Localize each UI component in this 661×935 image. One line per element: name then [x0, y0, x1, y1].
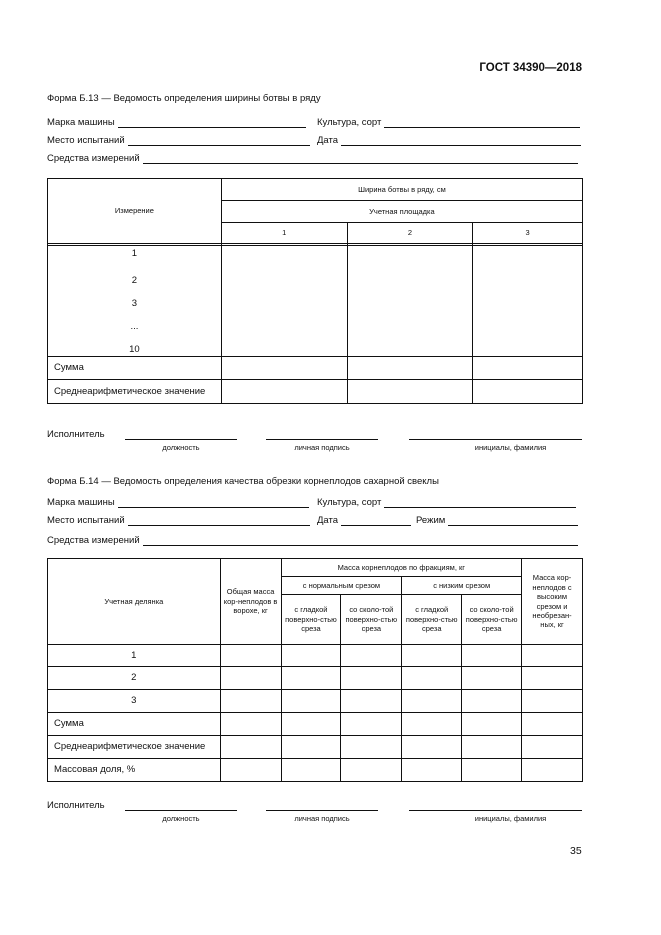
- data-cell[interactable]: [347, 380, 473, 404]
- smooth-header: с гладкой поверхно-стью среза: [402, 595, 462, 645]
- form14-mode-field: [416, 515, 578, 526]
- row-label: 3: [48, 690, 221, 713]
- label: Режим: [416, 515, 446, 526]
- data-cell[interactable]: [281, 645, 341, 667]
- row-label: ...: [130, 321, 139, 332]
- form13-title: Форма Б.13 — Ведомость определения ширины ботвы в ряду: [47, 93, 321, 104]
- data-cell[interactable]: [462, 736, 522, 759]
- mode-blank[interactable]: [448, 515, 578, 526]
- plot-col-3: 3: [473, 223, 583, 244]
- data-cell[interactable]: [341, 759, 402, 782]
- executor-label: Исполнитель: [47, 429, 105, 440]
- form13-place-field: [47, 135, 310, 146]
- data-cell[interactable]: [402, 690, 462, 713]
- total-mass-header: Общая масса кор-неплодов в ворохе, кг: [220, 559, 281, 645]
- label: Средства измерений: [47, 535, 140, 546]
- data-cell[interactable]: [220, 645, 281, 667]
- data-cell[interactable]: [341, 645, 402, 667]
- data-cell[interactable]: [220, 667, 281, 690]
- standard-number: ГОСТ 34390—2018: [479, 62, 582, 74]
- plot-header: Учетная площадка: [221, 201, 582, 223]
- data-cell[interactable]: [402, 713, 462, 736]
- data-cell[interactable]: [473, 357, 583, 380]
- form13-instruments-field: [47, 153, 578, 164]
- data-cell[interactable]: [341, 736, 402, 759]
- data-cell[interactable]: [473, 380, 583, 404]
- data-cell[interactable]: [220, 759, 281, 782]
- data-cell[interactable]: [281, 690, 341, 713]
- crop-blank[interactable]: [384, 497, 576, 508]
- mean-row-label: Среднеарифметическое значение: [48, 736, 221, 759]
- date-blank[interactable]: [341, 515, 411, 526]
- signature-blank[interactable]: [266, 439, 378, 440]
- sum-row-label: Сумма: [48, 713, 221, 736]
- data-cell[interactable]: [402, 759, 462, 782]
- form14-crop-field: [317, 497, 576, 508]
- row-label: 1: [48, 645, 221, 667]
- data-cell[interactable]: [462, 713, 522, 736]
- data-cell[interactable]: [341, 713, 402, 736]
- date-blank[interactable]: [341, 135, 581, 146]
- data-cell[interactable]: [221, 380, 347, 404]
- high-cut-header: Масса кор-неплодов с высоким срезом и необрезан-ных, кг: [522, 559, 583, 645]
- data-cell[interactable]: [347, 246, 473, 357]
- label: Место испытаний: [47, 135, 125, 146]
- form13-table: [47, 178, 583, 404]
- name-caption: инициалы, фамилия: [474, 814, 547, 823]
- name-blank[interactable]: [409, 810, 582, 811]
- low-cut-header: с низким срезом: [402, 577, 522, 595]
- position-caption: должность: [162, 814, 200, 823]
- plot-col-2: 2: [347, 223, 473, 244]
- form14-table: [47, 558, 583, 782]
- data-cell[interactable]: [402, 645, 462, 667]
- data-cell[interactable]: [473, 246, 583, 357]
- label: Культура, сорт: [317, 117, 382, 128]
- row-label: 2: [48, 667, 221, 690]
- form13-date-field: [317, 135, 581, 146]
- plot-col-1: 1: [221, 223, 347, 244]
- place-blank[interactable]: [128, 135, 310, 146]
- data-cell[interactable]: [220, 713, 281, 736]
- row-label: 1: [131, 248, 138, 259]
- smooth-header: с гладкой поверхно-стью среза: [281, 595, 341, 645]
- instruments-blank[interactable]: [143, 535, 578, 546]
- data-cell[interactable]: [522, 759, 583, 782]
- data-cell[interactable]: [281, 736, 341, 759]
- data-cell[interactable]: [462, 759, 522, 782]
- data-cell[interactable]: [462, 690, 522, 713]
- measurement-rows: [48, 246, 222, 357]
- row-label: 2: [131, 275, 138, 286]
- plot-header: Учетная делянка: [48, 559, 221, 645]
- sum-row-label: Сумма: [48, 357, 222, 380]
- form14-date-field: [317, 515, 411, 526]
- form14-title: Форма Б.14 — Ведомость определения качества обрезки корнеплодов сахарной свеклы: [47, 476, 439, 487]
- data-cell[interactable]: [221, 357, 347, 380]
- share-row-label: Массовая доля, %: [48, 759, 221, 782]
- page-number: 35: [570, 845, 582, 857]
- mean-row-label: Среднеарифметическое значение: [48, 380, 222, 404]
- label: Марка машины: [47, 497, 115, 508]
- brand-blank[interactable]: [118, 117, 306, 128]
- chipped-header: со сколо-той поверхно-стью среза: [462, 595, 522, 645]
- normal-cut-header: с нормальным срезом: [281, 577, 402, 595]
- label: Дата: [317, 135, 339, 146]
- data-cell[interactable]: [341, 667, 402, 690]
- data-cell[interactable]: [522, 690, 583, 713]
- position-blank[interactable]: [125, 439, 237, 440]
- measurement-header: Измерение: [48, 179, 222, 244]
- signature-blank[interactable]: [266, 810, 378, 811]
- signature-caption: личная подпись: [294, 443, 350, 452]
- instruments-blank[interactable]: [143, 153, 578, 164]
- row-label: 3: [131, 298, 138, 309]
- data-cell[interactable]: [522, 645, 583, 667]
- label: Место испытаний: [47, 515, 125, 526]
- executor-label: Исполнитель: [47, 800, 105, 811]
- row-label: 10: [129, 344, 140, 355]
- crop-blank[interactable]: [384, 117, 580, 128]
- label: Средства измерений: [47, 153, 140, 164]
- place-blank[interactable]: [128, 515, 310, 526]
- name-caption: инициалы, фамилия: [474, 443, 547, 452]
- position-caption: должность: [162, 443, 200, 452]
- data-cell[interactable]: [462, 667, 522, 690]
- width-header: Ширина ботвы в ряду, см: [221, 179, 582, 201]
- data-cell[interactable]: [402, 667, 462, 690]
- brand-blank[interactable]: [118, 497, 309, 508]
- mass-fraction-header: Масса корнеплодов по фракциям, кг: [281, 559, 522, 577]
- form14-instruments-field: [47, 535, 578, 546]
- data-cell[interactable]: [522, 713, 583, 736]
- data-cell[interactable]: [220, 690, 281, 713]
- form13-crop-field: [317, 117, 580, 128]
- form13-brand-field: [47, 117, 306, 128]
- label: Дата: [317, 515, 339, 526]
- chipped-header: со сколо-той поверхно-стью среза: [341, 595, 402, 645]
- data-cell[interactable]: [462, 645, 522, 667]
- data-cell[interactable]: [347, 357, 473, 380]
- signature-caption: личная подпись: [294, 814, 350, 823]
- position-blank[interactable]: [125, 810, 237, 811]
- data-cell[interactable]: [281, 713, 341, 736]
- label: Марка машины: [47, 117, 115, 128]
- data-cell[interactable]: [341, 690, 402, 713]
- form14-brand-field: [47, 497, 309, 508]
- data-cell[interactable]: [402, 736, 462, 759]
- data-cell[interactable]: [281, 667, 341, 690]
- data-cell[interactable]: [281, 759, 341, 782]
- data-cell[interactable]: [522, 667, 583, 690]
- data-cell[interactable]: [221, 246, 347, 357]
- data-cell[interactable]: [522, 736, 583, 759]
- form14-place-field: [47, 515, 310, 526]
- data-cell[interactable]: [220, 736, 281, 759]
- label: Культура, сорт: [317, 497, 382, 508]
- name-blank[interactable]: [409, 439, 582, 440]
